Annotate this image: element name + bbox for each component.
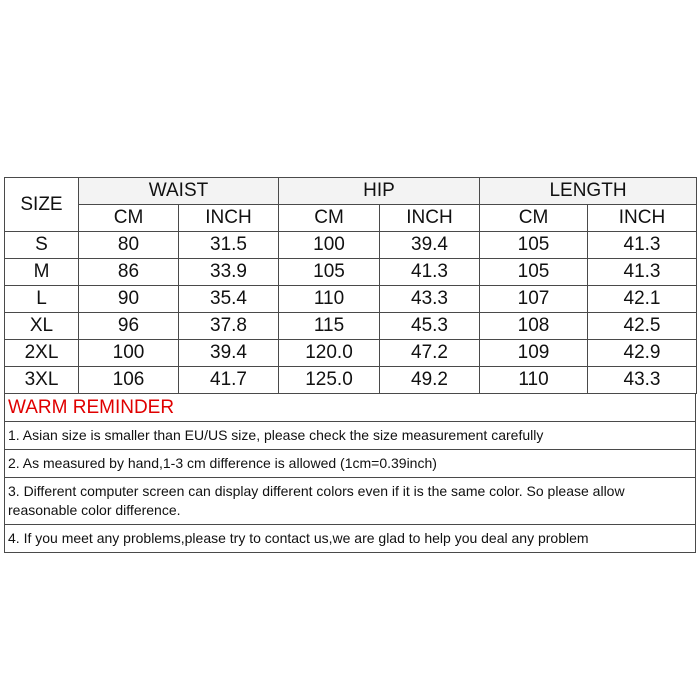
reminder-note: 2. As measured by hand,1-3 cm difference is allowed (1cm=0.39inch) xyxy=(5,450,695,478)
table-cell: 120.0 xyxy=(279,340,380,367)
table-row xyxy=(5,367,697,394)
table-cell: 42.1 xyxy=(588,286,697,313)
group-header-row xyxy=(5,178,697,205)
table-cell: 100 xyxy=(279,232,380,259)
size-label: M xyxy=(5,259,79,286)
table-row xyxy=(5,313,697,340)
table-cell: 43.3 xyxy=(588,367,697,394)
unit-header: INCH xyxy=(179,205,279,232)
table-cell: 96 xyxy=(79,313,179,340)
unit-header: CM xyxy=(279,205,380,232)
unit-header: CM xyxy=(480,205,588,232)
table-cell: 107 xyxy=(480,286,588,313)
unit-header-row xyxy=(5,205,697,232)
table-cell: 80 xyxy=(79,232,179,259)
table-row xyxy=(5,232,697,259)
table-cell: 41.7 xyxy=(179,367,279,394)
table-row xyxy=(5,259,697,286)
table-cell: 42.5 xyxy=(588,313,697,340)
unit-header: CM xyxy=(79,205,179,232)
waist-header: WAIST xyxy=(79,178,279,205)
table-cell: 100 xyxy=(79,340,179,367)
reminder-note: 3. Different computer screen can display different colors even if it is the same color. So please allow reasonable color difference. xyxy=(5,478,695,525)
size-table xyxy=(4,177,697,394)
size-label: S xyxy=(5,232,79,259)
table-cell: 41.3 xyxy=(380,259,480,286)
size-label: XL xyxy=(5,313,79,340)
reminder-title: WARM REMINDER xyxy=(5,394,695,422)
table-cell: 31.5 xyxy=(179,232,279,259)
table-cell: 42.9 xyxy=(588,340,697,367)
size-chart xyxy=(4,177,696,553)
table-cell: 39.4 xyxy=(179,340,279,367)
table-cell: 41.3 xyxy=(588,259,697,286)
table-cell: 86 xyxy=(79,259,179,286)
table-cell: 35.4 xyxy=(179,286,279,313)
unit-header: INCH xyxy=(380,205,480,232)
size-label: 2XL xyxy=(5,340,79,367)
table-cell: 105 xyxy=(279,259,380,286)
unit-header: INCH xyxy=(588,205,697,232)
table-cell: 105 xyxy=(480,232,588,259)
table-cell: 33.9 xyxy=(179,259,279,286)
reminder-box xyxy=(4,394,696,553)
table-cell: 106 xyxy=(79,367,179,394)
table-cell: 45.3 xyxy=(380,313,480,340)
table-cell: 43.3 xyxy=(380,286,480,313)
table-cell: 90 xyxy=(79,286,179,313)
hip-header: HIP xyxy=(279,178,480,205)
table-cell: 47.2 xyxy=(380,340,480,367)
table-cell: 109 xyxy=(480,340,588,367)
length-header: LENGTH xyxy=(480,178,697,205)
size-label: 3XL xyxy=(5,367,79,394)
table-row xyxy=(5,340,697,367)
size-column-header: SIZE xyxy=(5,178,79,232)
size-label: L xyxy=(5,286,79,313)
table-cell: 115 xyxy=(279,313,380,340)
table-cell: 108 xyxy=(480,313,588,340)
table-cell: 37.8 xyxy=(179,313,279,340)
table-cell: 110 xyxy=(480,367,588,394)
table-cell: 105 xyxy=(480,259,588,286)
table-cell: 39.4 xyxy=(380,232,480,259)
table-cell: 110 xyxy=(279,286,380,313)
reminder-note: 1. Asian size is smaller than EU/US size, please check the size measurement carefully xyxy=(5,422,695,450)
table-row xyxy=(5,286,697,313)
table-cell: 41.3 xyxy=(588,232,697,259)
reminder-note: 4. If you meet any problems,please try to contact us,we are glad to help you deal any problem xyxy=(8,530,589,546)
table-cell: 125.0 xyxy=(279,367,380,394)
table-cell: 49.2 xyxy=(380,367,480,394)
